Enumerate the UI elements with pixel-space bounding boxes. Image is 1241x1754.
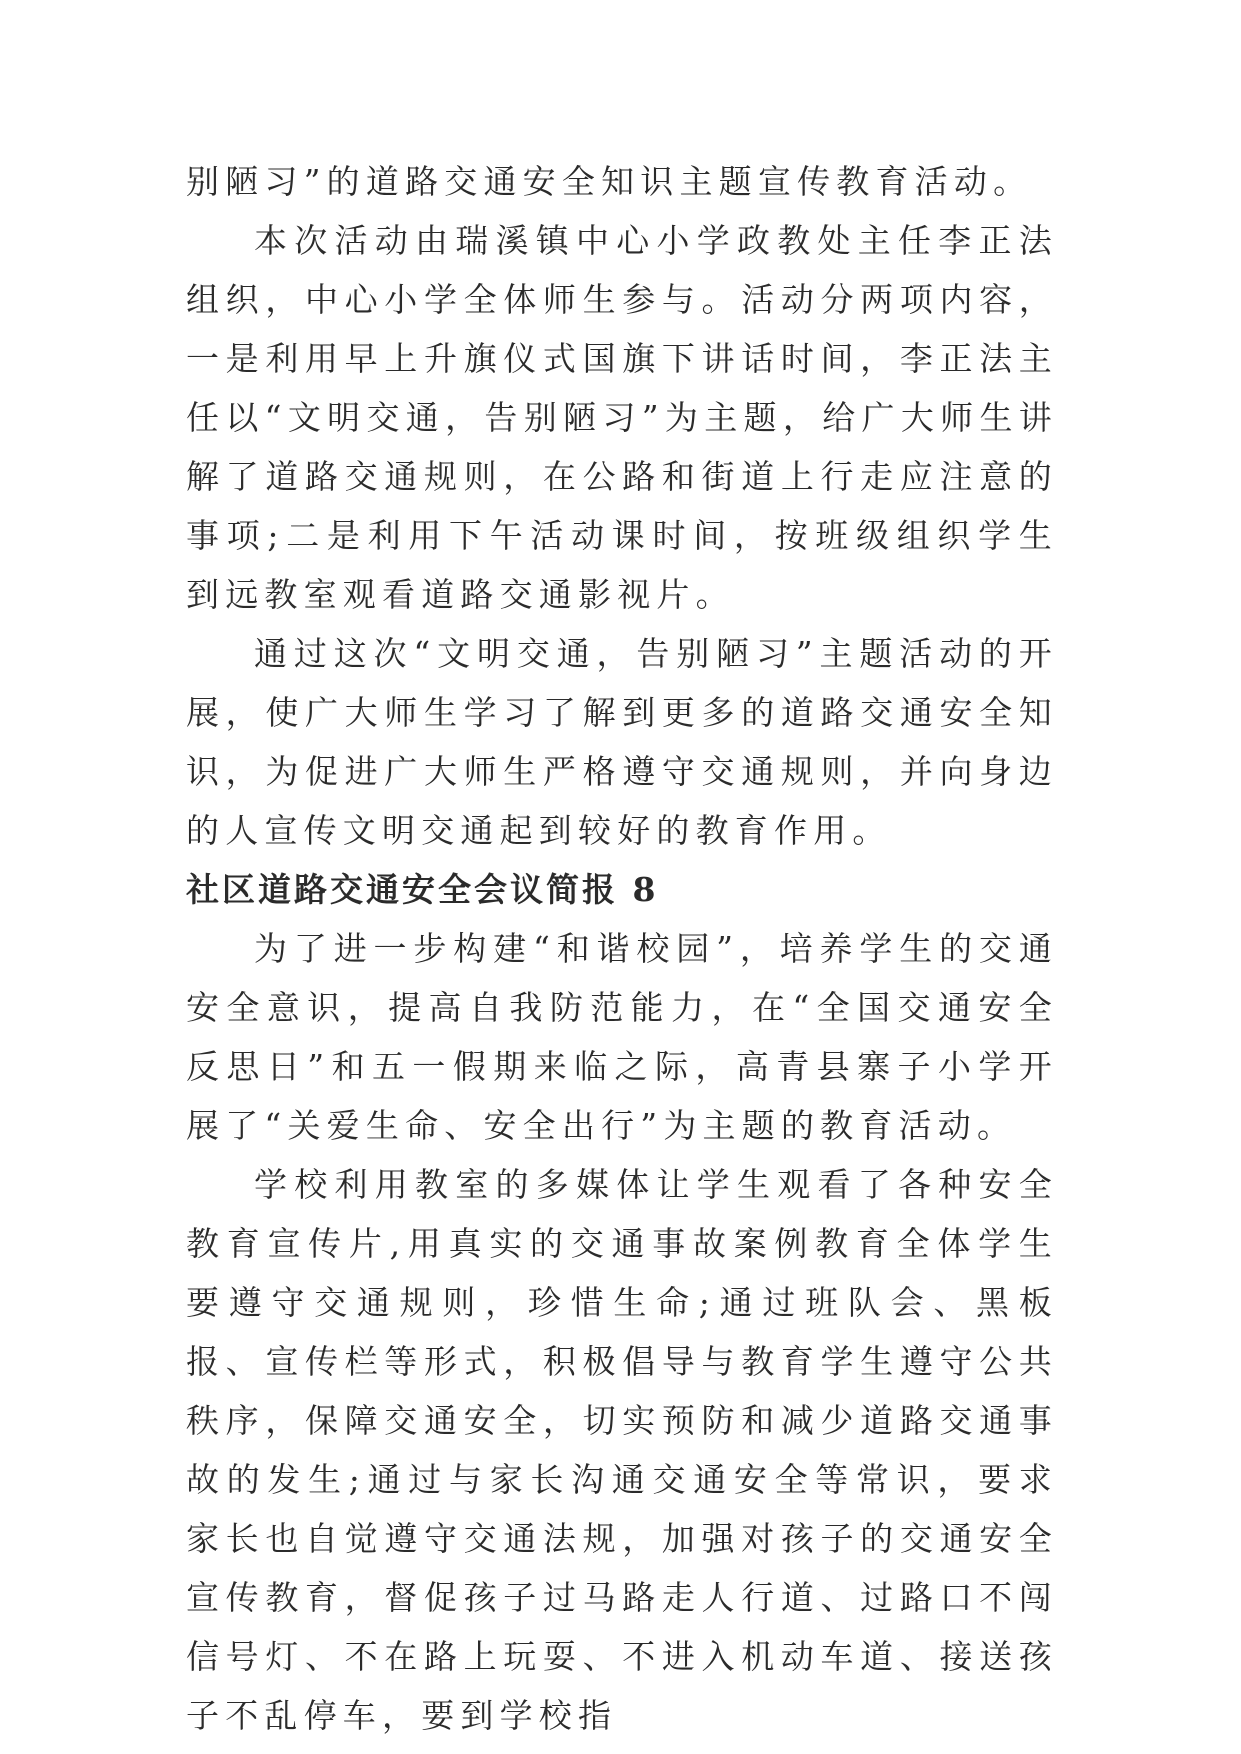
paragraph-briefing-measures: 学校利用教室的多媒体让学生观看了各种安全教育宣传片,用真实的交通事故案例教育全体学生要遵守交通规则，珍惜生命;通过班队会、黑板报、宣传栏等形式，积极倡导与教育学生遵守公共秩序，保障交通安全，切实预防和减少道路交通事故的发生;通过与家长沟通交通安全等常识，要求家长也自觉遵守交通法规，加强对孩子的交通安全宣传教育，督促孩子过马路走人行道、过路口不闯信号灯、不在路上玩耍、不进入机动车道、接送孩子不乱停车，要到学校指	[186, 1165, 1058, 1735]
document-body	[186, 152, 1058, 1745]
paragraph-activity-outcome: 通过这次“文明交通，告别陋习”主题活动的开展，使广大师生学习了解到更多的道路交通安全知识，为促进广大师生严格遵守交通规则，并向身边的人宣传文明交通起到较好的教育作用。	[186, 634, 1058, 850]
paragraph-activity-description: 本次活动由瑞溪镇中心小学政教处主任李正法组织，中心小学全体师生参与。活动分两项内容，一是利用早上升旗仪式国旗下讲话时间，李正法主任以“文明交通，告别陋习”为主题，给广大师生讲解了道路交通规则，在公路和街道上行走应注意的事项;二是利用下午活动课时间，按班级组织学生到远教室观看道路交通影视片。	[186, 221, 1058, 614]
paragraph-continuation: 别陋习”的道路交通安全知识主题宣传教育活动。	[186, 162, 1033, 201]
paragraph-briefing-intro: 为了进一步构建“和谐校园”，培养学生的交通安全意识，提高自我防范能力，在“全国交通安全反思日”和五一假期来临之际，高青县寨子小学开展了“关爱生命、安全出行”为主题的教育活动。	[186, 929, 1058, 1145]
section-heading: 社区道路交通安全会议简报 8	[186, 870, 659, 909]
